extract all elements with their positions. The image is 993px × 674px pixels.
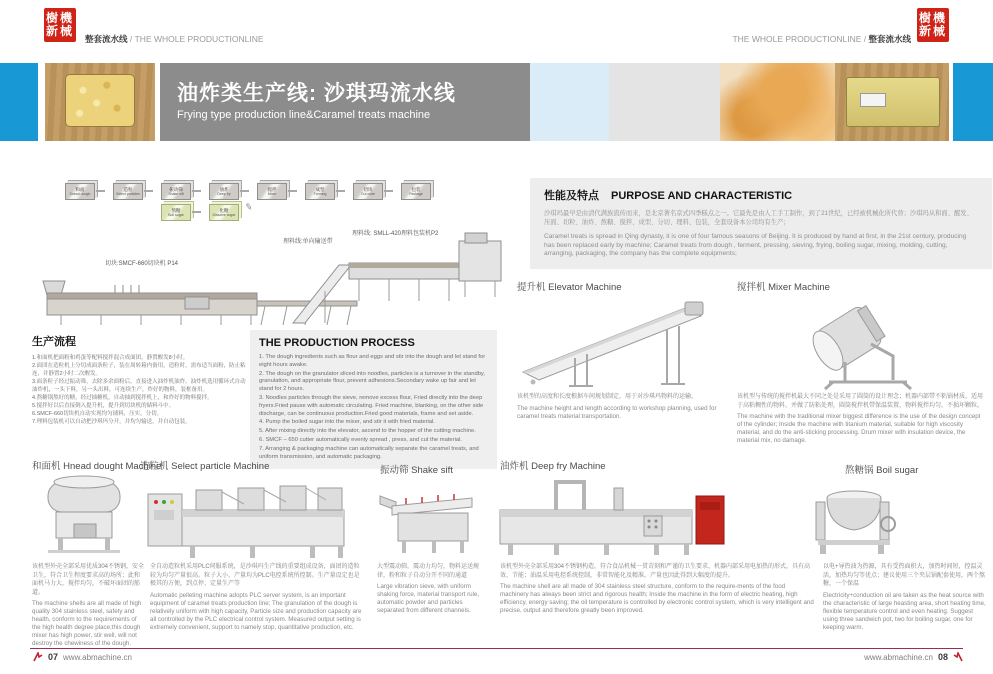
fryer-desc-en: The machine shell are all made of 304 stainless steel structure, conform to the require-ments of the food machinery has always been strict and rigorous health; Inside the machine in the form of electric heating, high efficiency, energy saving; the oil temperature is controlled by electronic control system, which is very intelligent and precise, output and therefore greatly been improved.	[500, 583, 814, 614]
boiler-machine-photo	[812, 478, 900, 558]
flow-connector	[96, 190, 105, 192]
process-item: 5.搅拌好以后直接倒入提升机，提升到切块机的储料斗中。	[32, 403, 175, 409]
flow-connector	[288, 190, 297, 192]
tagline-zh: 整套流水线	[85, 34, 128, 44]
website-url: www.abmachine.cn	[864, 652, 933, 662]
flow-label-zh: 切块	[363, 187, 373, 192]
fryer-title: 油炸机 Deep fry Machine	[500, 461, 606, 472]
tagline-separator: /	[127, 34, 135, 44]
flow-step-dissolve-sugar	[209, 204, 239, 221]
banner-lightblue-block	[530, 63, 609, 141]
tagline-zh: 整套流水线	[868, 34, 911, 44]
process-list-zh	[32, 354, 248, 426]
flow-label-en: Mixer	[267, 192, 277, 196]
header-tagline-left	[85, 33, 264, 45]
page-subtitle: Frying type production line&Caramel treats machine	[177, 109, 431, 121]
tagline-separator: /	[861, 34, 869, 44]
pencil-icon: ✎	[244, 201, 254, 213]
purpose-title-zh: 性能及特点	[544, 190, 599, 202]
flow-label-en: Cut cube	[360, 192, 375, 196]
seal-row1: 樹機	[45, 11, 74, 25]
process-item: 7.理料包装机可以自动把沙琪玛分开，并均匀输送，并自动包装。	[32, 419, 191, 425]
footer-brand-icon	[33, 652, 43, 662]
flow-connector	[240, 190, 249, 192]
process-title-en: THE PRODUCTION PROCESS	[259, 337, 415, 349]
flow-label-zh: 熬糖	[171, 208, 181, 213]
flow-label-zh: 振动筛	[169, 187, 183, 192]
flow-label-en: Select particles	[116, 192, 140, 196]
process-section-en	[250, 330, 497, 469]
process-item: 3.面条粒子经过振动筛，去除多余面粉后，直接进入油炸机油炸。油炸机选用循环式自动油炸机，一头下料，另一头出料，可连续生产。炸好的物料，装框备用。	[32, 379, 246, 393]
knead-title: 和面机 Hnead dought Machine	[32, 461, 162, 472]
process-item: 1.和面机把面粉和鸡蛋等配料搅拌混合成面团，静置醒发8小时。	[32, 355, 189, 361]
granulator-desc-zh: 全自动造粒机采用PLC伺服系统，是沙琪玛生产线的重要组成设备，面团的造粒较为均匀产量很高。粒子大小、产量均为PLC电控系统所控制。生产量设定也是极其的方便，到点停、定量生产等	[150, 564, 360, 587]
fryer-desc-zh: 该机型外壳全部采用304不锈钢构造，符合食品机械一贯苛刻和严谨的卫生要求，机器内部采用电加热的形式，具有高效、节能；油温采用电控系统控制，非常智能化及精准，产量也因此得到大幅度的提升。	[500, 564, 811, 579]
granulator-machine-photo	[140, 476, 352, 562]
sieve-machine-photo	[376, 480, 484, 558]
flow-label-en: Boil sugar	[168, 213, 184, 217]
footer-left	[33, 652, 132, 662]
flow-label-zh: 油炸	[219, 187, 229, 192]
diagram-label-conveyor: 理料线:单向输送带	[283, 239, 333, 245]
tagline-en: THE WHOLE PRODUCTIONLINE	[732, 34, 862, 44]
knead-desc-en: The machine shells are all made of high quality 304 stainless steel, safety and health, conform to the requirements of the high health degree place;this dough mixer has high power, stir well, will not destroy the chewiness of the dough.	[32, 600, 142, 647]
mixer-title: 搅拌机 Mixer Machine	[737, 282, 830, 293]
package-image	[846, 77, 939, 127]
elevator-title: 提升机 Elevator Machine	[517, 282, 622, 293]
header-tagline-right	[732, 33, 911, 45]
process-item: 3. Noodles particles through the sieve, remove excess flour, Fried directly into the deep fryers.Fried pause with automatic circulating. Fried machine, blanking, on the other side discharge, can be continuous production.Fried good materials, frame and set aside.	[259, 394, 484, 417]
granulator-title: 造粒机 Select particle Machine	[140, 461, 270, 472]
tagline-en: THE WHOLE PRODUCTIONLINE	[134, 34, 264, 44]
flow-label-zh: 和面	[75, 187, 85, 192]
fryer-machine-photo	[494, 474, 726, 558]
diagram-label-cutter: 切块:SMCF-660切块机 P14	[105, 261, 179, 267]
flow-connector	[144, 190, 153, 192]
process-list-en	[259, 354, 488, 461]
process-item: 4. Pump the boiled sugar into the mixer, and stir it with fried material.	[259, 419, 435, 426]
footer-divider	[30, 648, 963, 649]
boiler-desc-en: Electricity+conduction oil are taken as the heat source with the characteristic of large heasting area, short heating time, flexible temperature control and even heating. Suggest using three sandwich pot, two for boiling sugar, one for keeping warm.	[823, 591, 986, 631]
flow-step-boil-sugar	[161, 204, 191, 221]
flow-connector	[336, 190, 345, 192]
elevator-desc-zh: 该机型的高度和长度根据车间规划制定，用于对沙琪玛物料的运输。	[517, 394, 698, 400]
knead-machine-photo	[36, 470, 131, 558]
sieve-desc-zh: 大型震动筛，震动力均匀，物料运送规律，粉和粒子自动分开不同的通道	[377, 564, 480, 579]
website-url: www.abmachine.cn	[63, 652, 132, 662]
granulator-desc-en: Automatic pelleting machine adopts PLC server system, is an important equipment of caramel treats production line; The granulation of the dough is relatively uniform with high capacity, Particle size and production capacity are all controlled by the PLC electrical control system. Measured output setting is extremely convenient, support to namely stop, quantitative production, etc.	[150, 591, 362, 631]
flow-step-knead	[65, 183, 95, 200]
sieve-title: 振动筛 Shake sift	[380, 465, 453, 476]
package-label	[860, 93, 886, 108]
purpose-title	[544, 187, 978, 203]
flow-label-en: Deep fry	[217, 192, 231, 196]
flow-label-en: Dissolve sugar	[212, 213, 236, 217]
sieve-description	[377, 563, 485, 615]
elevator-machine-photo	[517, 296, 722, 390]
process-item: 6.SMCF-660切块机自动实现均匀铺料，压实，分切。	[32, 411, 163, 417]
elevator-description	[517, 393, 725, 421]
banner-photo-caramel-closeup	[720, 63, 835, 141]
diagram-label-packer: 理料线: SMLL-420理料包装机P2	[352, 231, 439, 237]
banner-blue-block-right	[953, 63, 993, 141]
process-item: 4.熬糖锅熬好的糖，经过抽糖机，自动抽到搅拌机上，和炸好的物料搅拌。	[32, 395, 213, 401]
banner-blue-block-left	[0, 63, 38, 141]
process-item: 2. The dough on the granulator sliced into noodles, particles is a turnover in the standby, granulation, and appropriate flour, prevent adhesions.Secondary wake up fair and let stand for 2 hours.	[259, 370, 486, 393]
purpose-body-zh: 沙琪玛最早是由清代满族流传而来，是北京著名京式四季糕点之一。它最先是由人工手工制作，到了21世纪，已经被机械化所代替；沙琪玛从和面、醒发、压面、切粒、油炸、熬糖、搅拌、成型、分切、理料、包装，全套设备本公司均有生产；	[544, 210, 973, 226]
mixer-machine-photo	[775, 292, 925, 392]
process-title-zh: 生产流程	[32, 336, 76, 348]
flow-label-en: Knead dough	[69, 192, 91, 196]
brand-seal-logo-right	[917, 8, 949, 42]
flow-label-zh: 包装	[411, 187, 421, 192]
flow-label-en: Shake sift	[168, 192, 184, 196]
purpose-body-en: Caramel treats is spread in Qing dynasty, it is one of four famous seasons of Beijing. It is produced by hand at first, in the 21st century, producing has been replaced early by machine; Caramel treats from dough , ferment, pressing, sieving, frying, boiling sugar, mixing, molding, cutting, arranging, packaging, the company has the complete equipments;	[544, 233, 967, 257]
sieve-desc-en: Large vibration sieve, with uniform shaking force, material transport rule, automatic powder and particles separated from different channels.	[377, 583, 480, 614]
flow-step-form	[305, 183, 335, 200]
flow-connector	[192, 190, 201, 192]
seal-row2: 新械	[918, 24, 947, 38]
knead-desc-zh: 该机型外壳全部采用优质304不锈钢，安全卫生，符合卫生程度要求高的场所；此和面机马力大，搅拌均匀，不破坏面团的筋道。	[32, 564, 145, 596]
flow-label-zh: 搅拌	[267, 187, 277, 192]
seal-row1: 樹機	[918, 11, 947, 25]
flow-label-zh: 化糖	[219, 208, 229, 213]
elevator-desc-en: The machine height and length according to workshop planning, used for caramel treats material transportation.	[517, 404, 717, 420]
flow-step-cut	[353, 183, 383, 200]
process-section-zh	[32, 333, 248, 426]
knead-description	[32, 563, 145, 648]
banner-title-block	[160, 63, 530, 141]
banner-photo-caramel-treat	[45, 63, 155, 141]
flow-step-fry	[209, 183, 239, 200]
boiler-title: 熬糖锅 Boil sugar	[845, 465, 919, 476]
page-number-left: 07	[48, 652, 59, 662]
process-item: 7. Arranging & packaging machine can automatically separate the caramel treats, and uniform transmission, and automatic packaging.	[259, 445, 479, 460]
footer-right	[864, 652, 963, 662]
flow-connector	[384, 190, 393, 192]
flow-step-granulate	[113, 183, 143, 200]
flow-step-sieve	[161, 183, 191, 200]
flow-step-mix	[257, 183, 287, 200]
flow-label-zh: 造粒	[123, 187, 133, 192]
flow-label-en: Package	[409, 192, 423, 196]
boiler-desc-zh: 以电+导热油为热源，具有受热面积大，加热时间短，控温灵活，加热均匀等优点；建议使用三个夹层锅配套使用，两个熬糖，一个保温	[823, 564, 986, 587]
flow-step-pack	[401, 183, 431, 200]
purpose-panel	[530, 178, 992, 269]
process-item: 5. After mixing directly into the elevator, ascend to the hopper of the cutting machine.	[259, 428, 476, 435]
purpose-title-en: PURPOSE AND CHARACTERISTIC	[611, 190, 793, 202]
boiler-description	[823, 563, 988, 632]
flow-label-en: Forming	[313, 192, 327, 196]
process-item: 1. The dough ingredients such as flour and eggs and stir into the dough and let stand for eight hours awake.	[259, 354, 486, 368]
process-item: 2.面团在造粒机上分切成面条粒子，装在周转箱内备用，造粒时，需布适当面粉，防止粘连，并静置2小时二次醒发。	[32, 363, 246, 377]
footer-brand-icon	[953, 652, 963, 662]
flow-connector	[192, 211, 201, 213]
flow-label-zh: 成型	[315, 187, 325, 192]
process-item: 6. SMCF – 650 cutter automatically evenly spread , press, and cut the material.	[259, 436, 462, 443]
page-number-right: 08	[937, 652, 948, 662]
brand-seal-logo-left	[44, 8, 76, 42]
fryer-description	[500, 563, 815, 615]
banner-lightgray-block	[609, 63, 720, 141]
mixer-desc-zh: 该机型与传统的搅拌机最大不同之处是采用了圆筒的设计理念；机器内部带不粘锅材质，适用于高粘稠性的物料，并做了防粘处理，圆筒搅拌机带保温装置，物料搅拌均匀，不损坏颗粒。	[737, 394, 984, 409]
caramel-treat-image	[65, 74, 135, 127]
granulator-description	[150, 563, 362, 632]
mixer-description	[737, 393, 987, 445]
banner-photo-packaged-product	[835, 63, 949, 141]
page-title: 油炸类生产线: 沙琪玛流水线	[177, 82, 456, 105]
seal-row2: 新械	[45, 24, 74, 38]
production-line-illustration	[35, 225, 510, 330]
mixer-desc-en: The machine with the traditional mixer biggest difference is the use of the design concept of the cylinder; Inside the machine with titanium material, suitable for high viscosity material, and do the anti-sticking processing. Drum mixer with insulation device, the material mix, no damage.	[737, 413, 981, 444]
